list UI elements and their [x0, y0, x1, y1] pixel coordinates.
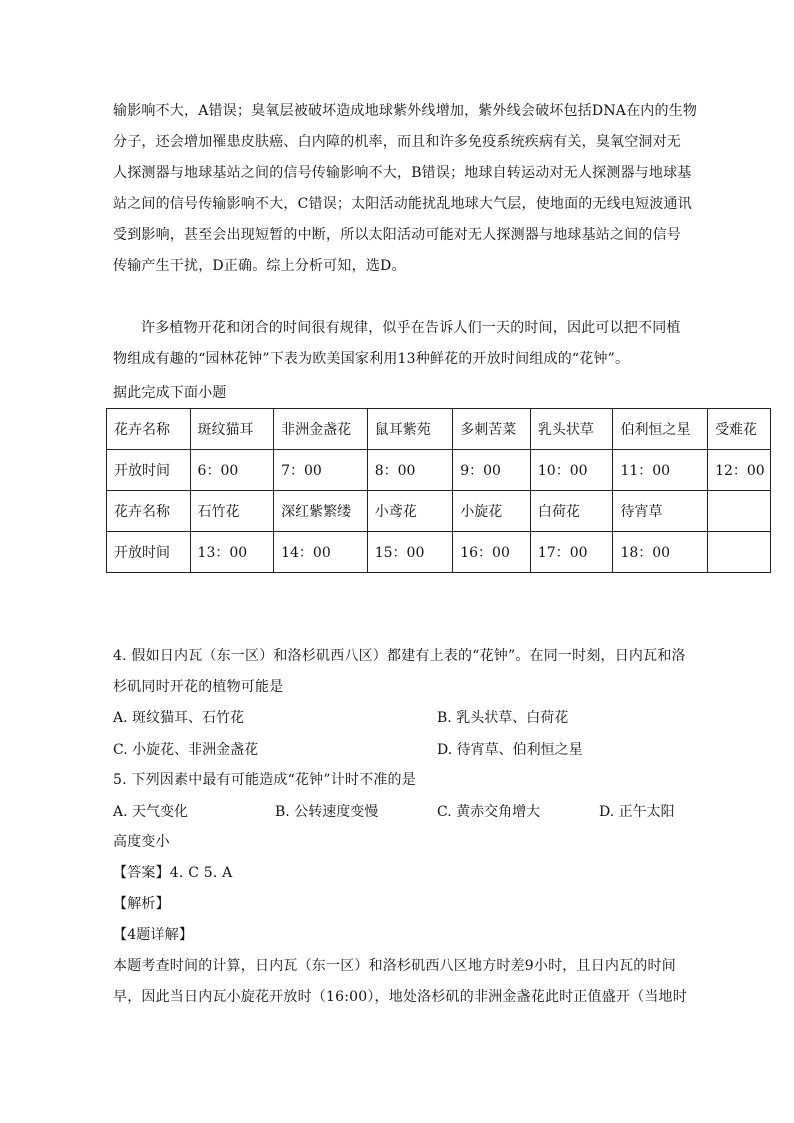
passage-instruction: 据此完成下面小题	[113, 385, 227, 401]
detail-line-1: 本题考查时间的计算，日内瓦（东一区）和洛杉矶西八区地方时差9小时，且日内瓦的时间	[113, 958, 676, 974]
table-cell	[708, 491, 771, 532]
table-cell: 8：00	[367, 450, 453, 491]
answer-line: 【答案】4. C 5. A	[113, 865, 233, 881]
table-cell: 待宵草	[613, 491, 708, 532]
table-cell: 小旋花	[453, 491, 531, 532]
q4-stem-line-1: 4. 假如日内瓦（东一区）和洛杉矶西八区）都建有上表的“花钟”。在同一时刻，日内瓦和洛	[113, 648, 686, 664]
q5-option-d: D. 正午太阳	[599, 804, 675, 820]
intro-line-5: 受到影响，甚至会出现短暂的中断，所以太阳活动可能对无人探测器与地球基站之间的信号	[113, 227, 681, 243]
detail-line-2: 早，因此当日内瓦小旋花开放时（16:00），地处洛杉矶的非洲金盏花此时正值盛开（当地时	[113, 989, 687, 1005]
table-cell: 15：00	[367, 532, 453, 573]
table-cell: 17：00	[530, 532, 613, 573]
table-cell: 18：00	[613, 532, 708, 573]
q5-stem: 5. 下列因素中最有可能造成“花钟”计时不准的是	[113, 772, 416, 788]
table-cell: 乳头状草	[530, 409, 613, 450]
table-cell: 鼠耳紫苑	[367, 409, 453, 450]
table-cell: 受难花	[708, 409, 771, 450]
table-row	[107, 450, 771, 491]
table-cell: 7：00	[274, 450, 368, 491]
table-cell: 白荷花	[530, 491, 613, 532]
table-cell: 花卉名称	[107, 491, 191, 532]
table-cell	[708, 532, 771, 573]
table-cell: 9：00	[453, 450, 531, 491]
q5-option-b: B. 公转速度变慢	[275, 804, 379, 820]
table-row	[107, 532, 771, 573]
detail-heading: 【4题详解】	[113, 927, 194, 943]
intro-line-3: 人探测器与地球基站之间的信号传输影响不大，B错误；地球自转运动对无人探测器与地球基	[113, 165, 692, 181]
table-cell: 14：00	[274, 532, 368, 573]
table-cell: 多刺苦菜	[453, 409, 531, 450]
table-cell: 10：00	[530, 450, 613, 491]
intro-line-1: 输影响不大，A错误；臭氧层被破坏造成地球紫外线增加，紫外线会破坏包括DNA在内的生物	[113, 103, 698, 119]
q4-option-b: B. 乳头状草、白荷花	[437, 710, 569, 726]
table-cell: 小鸢花	[367, 491, 453, 532]
table-cell: 石竹花	[190, 491, 274, 532]
q4-stem-line-2: 杉矶同时开花的植物可能是	[113, 679, 284, 695]
table-cell: 非洲金盏花	[274, 409, 368, 450]
table-cell: 斑纹猫耳	[190, 409, 274, 450]
intro-line-4: 站之间的信号传输影响不大，C错误；太阳活动能扰乱地球大气层，使地面的无线电短波通讯	[113, 196, 692, 212]
flower-clock-table	[106, 408, 771, 573]
table-cell: 11：00	[613, 450, 708, 491]
table-cell: 开放时间	[107, 532, 191, 573]
intro-line-6: 传输产生干扰，D正确。综上分析可知，选D。	[113, 258, 406, 274]
q4-option-c: C. 小旋花、非洲金盏花	[113, 742, 259, 758]
table-cell: 16：00	[453, 532, 531, 573]
table-cell: 12：00	[708, 450, 771, 491]
q4-option-a: A. 斑纹猫耳、石竹花	[113, 710, 245, 726]
analysis-heading: 【解析】	[113, 896, 170, 912]
table-row	[107, 409, 771, 450]
q5-option-c: C. 黄赤交角增大	[437, 804, 541, 820]
table-cell: 开放时间	[107, 450, 191, 491]
table-cell: 花卉名称	[107, 409, 191, 450]
passage-line-1: 许多植物开花和闭合的时间很有规律，似乎在告诉人们一天的时间，因此可以把不同植	[141, 320, 681, 336]
table-cell: 13：00	[190, 532, 274, 573]
table-cell: 6：00	[190, 450, 274, 491]
q5-option-d-wrap: 高度变小	[113, 834, 170, 850]
passage-line-2: 物组成有趣的“园林花钟”下表为欧美国家利用13种鲜花的开放时间组成的“花钟”。	[113, 351, 630, 367]
intro-line-2: 分子，还会增加罹患皮肤癌、白内障的机率，而且和许多免疫系统疾病有关，臭氧空洞对无	[113, 134, 681, 150]
table-cell: 伯利恒之星	[613, 409, 708, 450]
q5-option-a: A. 天气变化	[113, 804, 189, 820]
table-cell: 深红紫繁缕	[274, 491, 368, 532]
table-row	[107, 491, 771, 532]
q4-option-d: D. 待宵草、伯利恒之星	[437, 742, 583, 758]
